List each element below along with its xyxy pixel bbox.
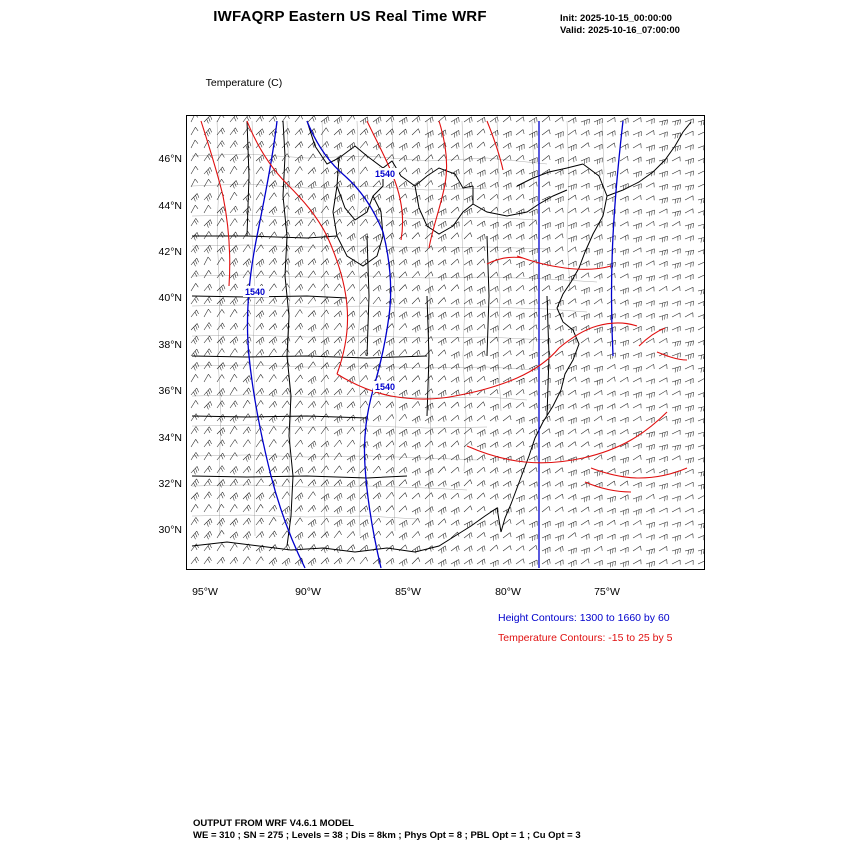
init-valid-block [560, 13, 680, 37]
contour-legend [498, 608, 673, 648]
legend-height-contours: Height Contours: 1300 to 1660 by 60 [498, 612, 670, 624]
units-row-temperature [194, 62, 288, 104]
lon-label-95W: 95°W [192, 586, 218, 598]
weather-map[interactable] [186, 115, 705, 570]
lat-label-42N: 42°N [158, 246, 182, 258]
county-outlines [192, 121, 604, 536]
valid-time: Valid: 2025-10-16_07:00:00 [560, 25, 680, 36]
lon-label-85W: 85°W [395, 586, 421, 598]
lat-label-36N: 36°N [158, 385, 182, 397]
lat-label-44N: 44°N [158, 200, 182, 212]
lon-label-80W: 80°W [495, 586, 521, 598]
model-footer [193, 818, 581, 841]
lat-label-46N: 46°N [158, 153, 182, 165]
height-contours [247, 121, 623, 568]
init-time: Init: 2025-10-15_00:00:00 [560, 13, 672, 24]
wind-barb-field [191, 116, 704, 567]
units-label-temperature: Temperature [205, 77, 265, 89]
footer-config-line: WE = 310 ; SN = 275 ; Levels = 38 ; Dis = 8km ; Phys Opt = 8 ; PBL Opt = 1 ; Cu Opt = 3 [193, 829, 581, 841]
height-contour-label-2: 1540 [245, 287, 266, 297]
lon-label-90W: 90°W [295, 586, 321, 598]
height-contour-label-3: 1540 [375, 382, 396, 392]
units-value-temperature: (C) [267, 77, 283, 89]
lat-label-32N: 32°N [158, 478, 182, 490]
lat-label-40N: 40°N [158, 292, 182, 304]
lon-label-75W: 75°W [594, 586, 620, 598]
page-title: IWFAQRP Eastern US Real Time WRF [213, 8, 487, 25]
temperature-contours [201, 121, 687, 492]
legend-temperature-contours: Temperature Contours: -15 to 25 by 5 [498, 632, 673, 644]
footer-model-line: OUTPUT FROM WRF V4.6.1 MODEL [193, 818, 354, 829]
lat-label-38N: 38°N [158, 339, 182, 351]
height-contour-label-1: 1540 [375, 169, 396, 179]
lat-label-30N: 30°N [158, 524, 182, 536]
lat-label-34N: 34°N [158, 432, 182, 444]
